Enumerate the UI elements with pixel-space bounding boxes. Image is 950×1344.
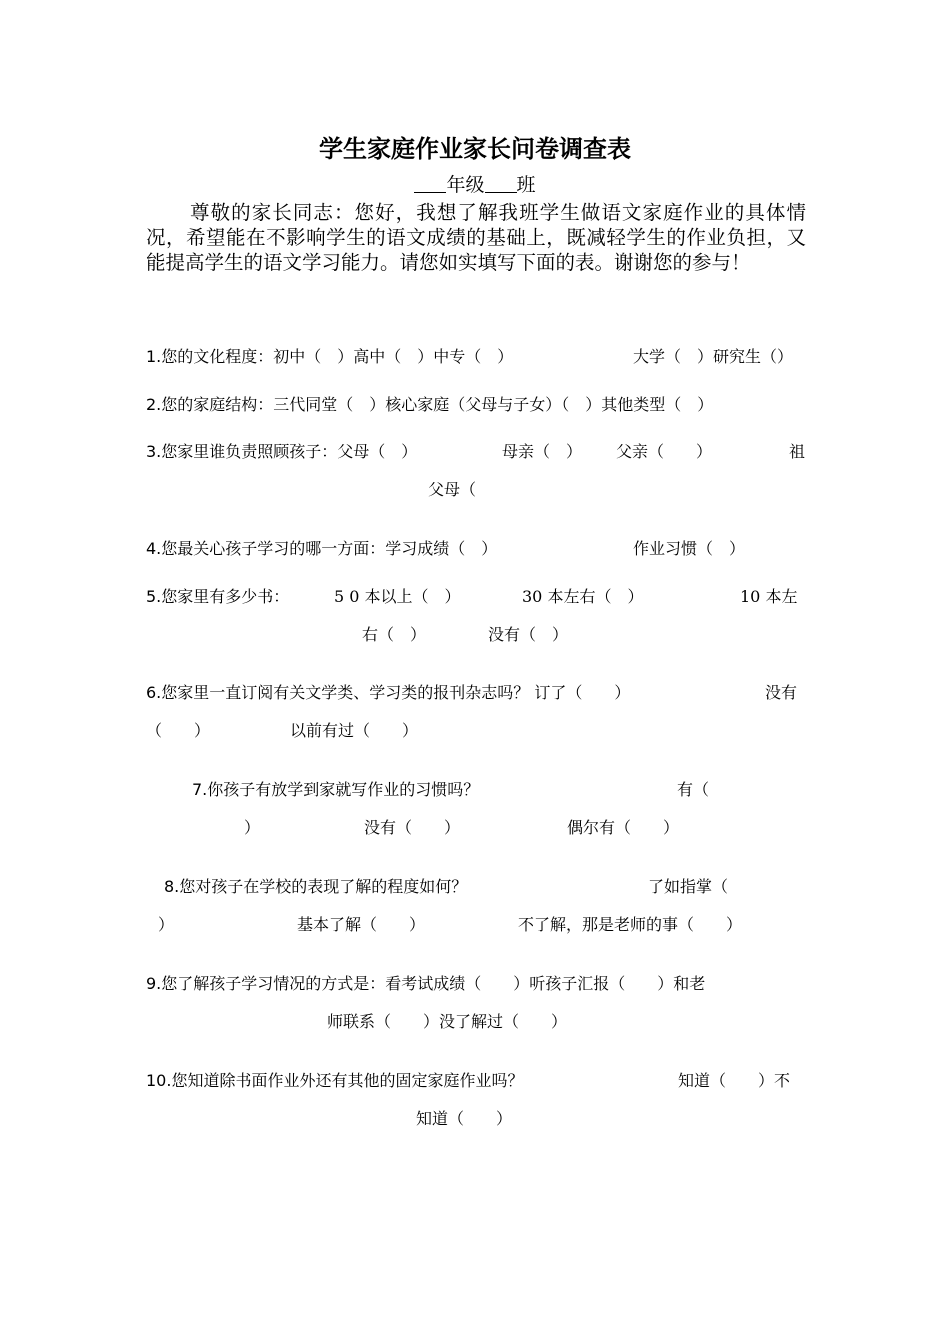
- question-text: 您了解孩子学习情况的方式是：看考试成绩（ ）听孩子汇报（ ）和老: [161, 974, 706, 993]
- question-text: 您家里一直订阅有关文学类、学习类的报刊杂志吗？ 订了（ ）: [161, 683, 631, 702]
- question-number: 1.: [146, 347, 162, 366]
- question-10-continued: 知道（ ）: [416, 1109, 513, 1128]
- question-text: 您的家庭结构：三代同堂（ ）核心家庭（父母与子女）（ ）其他类型（ ）: [161, 395, 714, 414]
- question-3-option-mother: 母亲（ ）: [502, 442, 583, 461]
- question-number: 6.: [146, 683, 162, 702]
- question-9-continued: 师联系（ ）没了解过（ ）: [327, 1012, 568, 1031]
- question-text: 您最关心孩子学习的哪一方面：学习成绩（ ）: [161, 539, 498, 558]
- question-2: [146, 386, 713, 424]
- question-number: 5.: [146, 587, 162, 606]
- question-1-option: 大学（ ）研究生（）: [633, 347, 794, 366]
- question-text: 您的文化程度：初中（ ）高中（ ）中专（ ）: [161, 347, 514, 366]
- question-6: [146, 674, 630, 712]
- question-8-continued: ）: [158, 915, 175, 934]
- class-label: 班: [516, 174, 536, 196]
- question-6-option-none: 没有: [765, 683, 798, 702]
- question-7-option-sometimes: 偶尔有（ ）: [567, 818, 680, 837]
- question-text: 您知道除书面作业外还有其他的固定家庭作业吗？: [171, 1071, 524, 1090]
- question-3-option-father: 父亲（ ）: [616, 442, 713, 461]
- question-text: 您对孩子在学校的表现了解的程度如何？: [179, 877, 468, 896]
- question-number: 4.: [146, 539, 162, 558]
- question-5-option-30: 30 本左右（ ）: [522, 587, 644, 606]
- question-6-continued: （ ）: [146, 721, 211, 740]
- class-blank[interactable]: [485, 174, 517, 193]
- grade-label: 年级: [446, 174, 485, 196]
- question-number: 2.: [146, 395, 162, 414]
- question-number: 10.: [146, 1071, 172, 1090]
- question-5-continued: 右（ ）: [362, 625, 427, 644]
- question-1: [146, 338, 513, 376]
- question-text: 您家里谁负责照顾孩子：父母（ ）: [161, 442, 418, 461]
- question-6-option-before: 以前有过（ ）: [290, 721, 419, 740]
- question-7: [192, 771, 479, 809]
- question-5: [146, 578, 289, 616]
- question-5-option-50: 5 0 本以上（ ）: [334, 587, 461, 606]
- question-3-option-grand: 祖: [789, 442, 806, 461]
- question-5-option-none: 没有（ ）: [488, 625, 569, 644]
- question-number: 9.: [146, 974, 162, 993]
- question-10-option-know: 知道（ ）不: [678, 1071, 791, 1090]
- question-8: [164, 868, 467, 906]
- question-7-option-yes: 有（: [677, 780, 710, 799]
- question-10: [146, 1062, 523, 1100]
- intro-paragraph: 尊敬的家长同志：您好，我想了解我班学生做语文家庭作业的具体情况，希望能在不影响学生的语文成绩的基础上，既减轻学生的作业负担，又能提高学生的语文学习能力。请您如实填写下面的表。谢谢您的参与！: [146, 201, 806, 274]
- question-4-option: 作业习惯（ ）: [633, 539, 746, 558]
- question-7-option-no: 没有（ ）: [364, 818, 461, 837]
- question-number: 8.: [164, 877, 180, 896]
- grade-class-line: [0, 173, 950, 197]
- question-4: [146, 530, 497, 568]
- question-8-option-basic: 基本了解（ ）: [297, 915, 426, 934]
- question-7-continued: ）: [244, 818, 261, 837]
- question-8-option-full: 了如指掌（: [648, 877, 729, 896]
- question-8-option-none: 不了解，那是老师的事（ ）: [518, 915, 743, 934]
- question-number: 7.: [192, 780, 208, 799]
- page-title: 学生家庭作业家长问卷调查表: [319, 135, 631, 163]
- question-3: [146, 433, 417, 471]
- question-9: [146, 965, 705, 1003]
- grade-blank[interactable]: [414, 174, 446, 193]
- question-number: 3.: [146, 442, 162, 461]
- question-5-option-10: 10 本左: [740, 587, 798, 606]
- question-text: 你孩子有放学到家就写作业的习惯吗？: [207, 780, 480, 799]
- question-text: 您家里有多少书：: [161, 587, 290, 606]
- question-3-continued: 父母（: [428, 480, 477, 499]
